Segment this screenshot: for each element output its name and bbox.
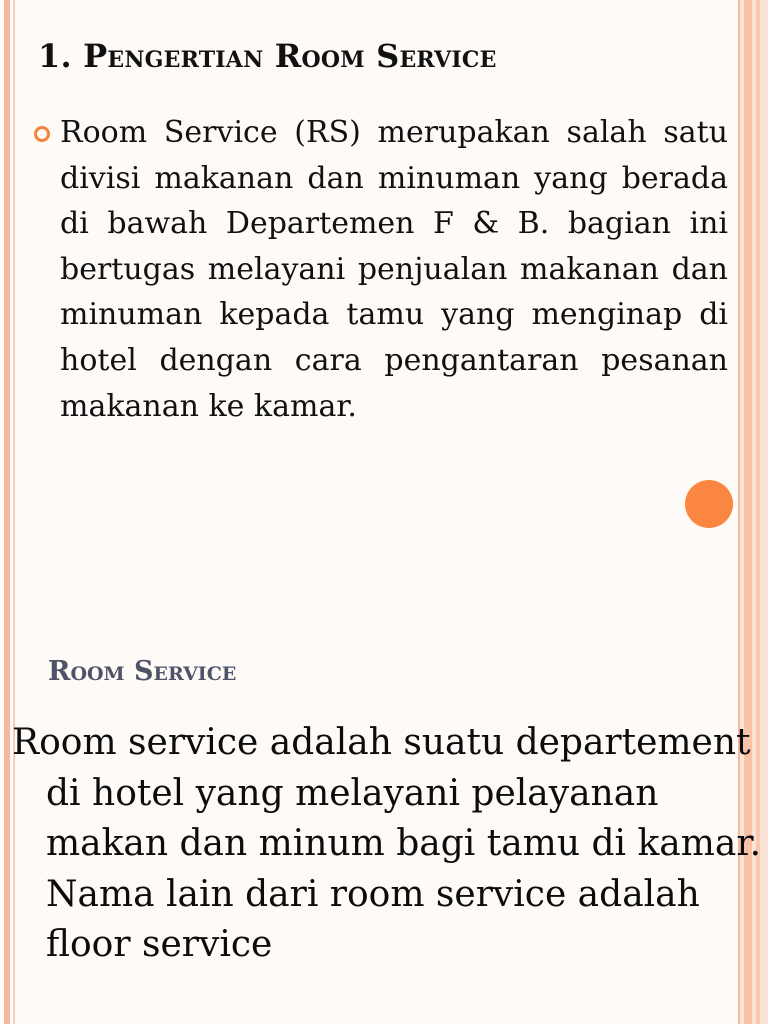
definition-paragraph: Room service adalah suatu departement di hotel yang melayani pelayanan makan dan minum bagi tamu di kamar. Nama lain dari room service adalah floor service <box>12 722 762 965</box>
left-border-rule <box>4 0 10 1024</box>
slide-title: 1. Pengertian Room Service <box>38 37 497 75</box>
section-subtitle: Room Service <box>48 656 237 687</box>
orange-dot-decoration <box>685 480 733 528</box>
bullet-paragraph: Room Service (RS) merupakan salah satu divisi makanan dan minuman yang berada di bawah Departemen F & B. bagian ini bertugas melayani penjualan makanan dan minuman kepada tamu yang menginap di hotel dengan cara pengantaran pesanan makanan ke kamar. <box>60 115 728 424</box>
hollow-circle-bullet-icon <box>34 126 50 142</box>
